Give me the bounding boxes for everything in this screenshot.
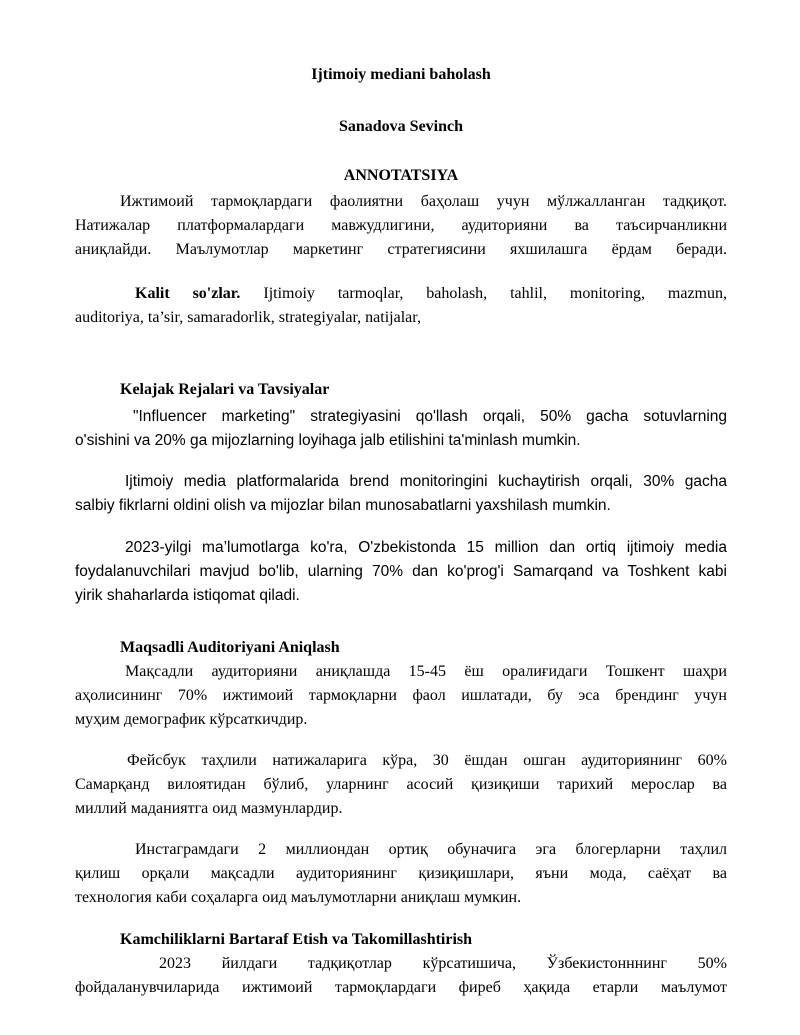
paragraph-line: Мақсадли аудиторияни аниқлашда 15-45 ёш оралиғидаги Тошкент шаҳри [125, 663, 727, 680]
paragraph-line: муҳим демографик кўрсаткичдир. [75, 711, 308, 728]
section-paragraph [75, 536, 727, 608]
paragraph-line: қилиш орқали мақсадли аудиториянинг қизиқишлари, яъни мода, саёҳат ва [75, 865, 727, 882]
paragraph-line: foydalanuvchilari mavjud bo'lib, ularning 70% dan ko'prog'i Samarqand va Toshkent kabi [75, 563, 727, 580]
author-name: Sanadova Sevinch [338, 118, 464, 135]
section-heading: Kamchiliklarni Bartaraf Etish va Takomillashtirish [120, 931, 473, 948]
section-heading: Maqsadli Auditoriyani Aniqlash [120, 639, 340, 656]
section-paragraph [75, 952, 727, 1000]
paragraph-line: Фейсбук таҳлили натижаларига кўра, 30 ёшдан ошган аудиториянинг 60% [127, 752, 727, 769]
keywords-line [75, 282, 727, 306]
paragraph-line: миллий маданиятга оид мазмунлардир. [75, 800, 343, 817]
paragraph-line: аҳолисининг 70% ижтимоий тармоқларни фаол ишлатади, бу эса брендинг учун [75, 687, 727, 704]
document-title: Ijtimoiy mediani baholash [311, 66, 491, 83]
section-paragraph [75, 749, 727, 821]
section-paragraph [75, 660, 727, 732]
annotation-line: аниқлайди. Маълумотлар маркетинг стратегиясини яхшилашга ёрдам беради. [75, 241, 727, 258]
paragraph-line: Самарқанд вилоятидан бўлиб, уларнинг асосий қизиқиши тарихий мерослар ва [75, 776, 727, 793]
paragraph-line: фойдаланувчиларида ижтимоий тармоқлардаги фиреб ҳақида етарли маълумот [75, 979, 727, 996]
paragraph-line: "Influencer marketing" strategiyasini qo'llash orqali, 50% gacha sotuvlarning [133, 408, 727, 425]
paragraph-line: 2023 йилдаги тадқиқотлар кўрсатишича, Ўзбекистонннинг 50% [159, 955, 727, 972]
section-paragraph [75, 405, 727, 453]
keywords-line: auditoriya, ta’sir, samaradorlik, strategiyalar, natijalar, [75, 309, 421, 326]
paragraph-line: технология каби соҳаларга оид маълумотларни аниқлаш мумкин. [75, 889, 522, 906]
paragraph-line: salbiy fikrlarni oldini olish va mijozlar bilan munosabatlarni yaxshilash mumkin. [75, 497, 611, 514]
paragraph-line: Ijtimoiy media platformalarida brend monitoringini kuchaytirish orqali, 30% gacha [125, 473, 727, 490]
paragraph-line: o'sishini va 20% ga mijozlarning loyihaga jalb etilishini ta'minlash mumkin. [75, 432, 581, 449]
keywords-label: Kalit so'zlar. [135, 285, 241, 302]
section-paragraph [75, 470, 727, 518]
annotation-heading: ANNOTATSIYA [343, 167, 459, 184]
paragraph-line: Инстаграмдаги 2 миллиондан ортиқ обуначига эга блогерларни таҳлил [135, 841, 727, 858]
paragraph-line: 2023-yilgi ma’lumotlarga ko'ra, O'zbekistonda 15 million dan ortiq ijtimoiy media [125, 539, 727, 556]
annotation-line: Натижалар платформалардаги мавжудлигини, аудиторияни ва таъсирчанликни [75, 217, 727, 234]
annotation-line: Ижтимоий тармоқлардаги фаолиятни баҳолаш учун мўлжалланган тадқиқот. [120, 193, 727, 210]
keywords-paragraph [75, 282, 727, 330]
keywords-text: Ijtimoiy tarmoqlar, baholash, tahlil, monitoring, mazmun, [263, 285, 728, 302]
section-heading: Kelajak Rejalari va Tavsiyalar [120, 381, 330, 398]
paragraph-line: yirik shaharlarda istiqomat qiladi. [75, 587, 300, 604]
section-paragraph [75, 838, 727, 910]
annotation-paragraph [75, 190, 727, 262]
